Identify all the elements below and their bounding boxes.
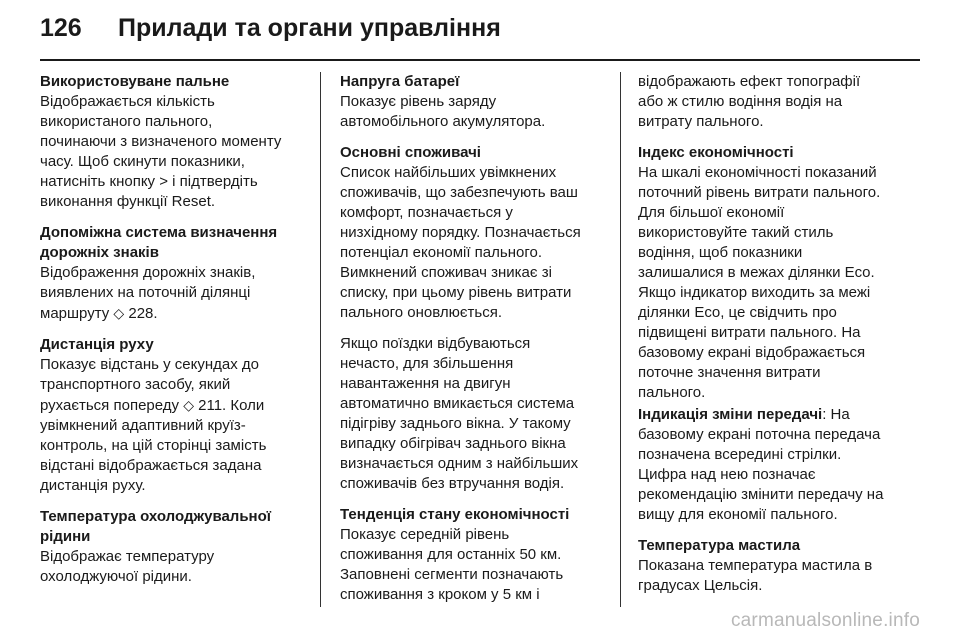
- text-line: Відображається кількість: [40, 93, 215, 110]
- text-line: вищу для економії пального.: [638, 506, 838, 523]
- column-divider-1: [320, 72, 321, 607]
- text-line: часу. Щоб скинути показники,: [40, 153, 245, 170]
- watermark: carmanualsonline.info: [730, 610, 920, 631]
- text-line: низхідному порядку. Позначається: [340, 224, 581, 241]
- text-line: охолоджуючої рідини.: [40, 568, 192, 585]
- text-run: і підтвердіть: [168, 173, 258, 190]
- text-line: базовому екрані поточна передача: [638, 426, 881, 443]
- section-coolant-temp: [40, 507, 306, 587]
- text-line: Показує відстань у секундах до: [40, 356, 259, 373]
- page-reference[interactable]: 228.: [124, 305, 158, 322]
- text-line: або ж стилю водіння водія на: [638, 93, 843, 110]
- text-line: списку, при цьому рівень витрати: [340, 284, 572, 301]
- text-line: витрату пального.: [638, 113, 764, 130]
- text-line: [40, 172, 306, 192]
- section-title: Допоміжна система визначення: [40, 224, 278, 241]
- section-main-consumers: [340, 143, 606, 323]
- text-line: комфорт, позначається у: [340, 204, 513, 221]
- text-line: Якщо поїздки відбуваються: [340, 335, 531, 352]
- header-rule: [40, 59, 920, 61]
- text-line: споживання з кроком у 5 км і: [340, 586, 540, 603]
- section-title: рідини: [40, 528, 91, 545]
- chevron-right-icon: >: [159, 173, 168, 190]
- text-line: [638, 405, 920, 425]
- column-2: [340, 72, 606, 616]
- text-line: потенціал економії пального.: [340, 244, 542, 261]
- text-line: увімкнений адаптивний круїз-: [40, 417, 246, 434]
- text-line: Список найбільших увімкнених: [340, 164, 557, 181]
- text-line: водіння, щоб показники: [638, 244, 803, 261]
- page-header: [40, 14, 920, 48]
- text-line: використовуйте такий стиль: [638, 224, 834, 241]
- text-line: поточне значення витрати: [638, 364, 821, 381]
- section-battery-voltage: [340, 72, 606, 132]
- text-line: ділянки Eco, це свідчить про: [638, 304, 837, 321]
- text-line: підігріву заднього вікна. У такому: [340, 415, 571, 432]
- text-line: визначається одним з найбільших: [340, 455, 579, 472]
- text-line: автомобільного акумулятора.: [340, 113, 546, 130]
- text-run: натисніть кнопку: [40, 173, 160, 190]
- text-line: споживачів без втручання водія.: [340, 475, 565, 492]
- text-line: використаного пального,: [40, 113, 213, 130]
- text-line: рекомендацію змінити передачу на: [638, 486, 884, 503]
- section-fuel-used: [40, 72, 306, 212]
- column-divider-2: [620, 72, 621, 607]
- text-line: відстані відображається задана: [40, 457, 262, 474]
- text-line: позначена всередині стрілки.: [638, 446, 842, 463]
- text-line: контроль, на цій сторінці замість: [40, 437, 267, 454]
- text-line: випадку обігрівач заднього вікна: [340, 435, 566, 452]
- section-title: Температура охолоджувальної: [40, 508, 271, 525]
- page-number: 126: [40, 14, 82, 42]
- section-title: Основні споживачі: [340, 144, 481, 161]
- text-line: Відображає температуру: [40, 548, 215, 565]
- text-line: градусах Цельсія.: [638, 577, 763, 594]
- page-reference-icon: ◇: [113, 305, 125, 321]
- text-line: пального.: [638, 384, 706, 401]
- section-economy-trend: [340, 505, 606, 605]
- text-run: рухається попереду: [40, 397, 184, 414]
- text-line: пального оновлюється.: [340, 304, 503, 321]
- text-line: базовому екрані відображається: [638, 344, 866, 361]
- section-trend-continued: [638, 72, 920, 132]
- section-title: дорожніх знаків: [40, 244, 159, 261]
- section-title: Температура мастила: [638, 537, 801, 554]
- column-1: [40, 72, 306, 598]
- text-line: автоматично вмикається система: [340, 395, 575, 412]
- text-line: Показує середній рівень: [340, 526, 510, 543]
- section-shift-indicator: [638, 405, 920, 525]
- text-line: Вимкнений споживач зникає зі: [340, 264, 552, 281]
- section-title: Індикація зміни передачі: [638, 406, 823, 423]
- text-line: залишалися в межах ділянки Eco.: [638, 264, 875, 281]
- text-run: : На: [822, 406, 850, 423]
- text-line: поточний рівень витрати пального.: [638, 184, 881, 201]
- text-line: починаючи з визначеного моменту: [40, 133, 282, 150]
- text-line: споживачів, що забезпечують ваш: [340, 184, 578, 201]
- text-line: На шкалі економічності показаний: [638, 164, 877, 181]
- text-line: [40, 395, 306, 416]
- text-line: споживання для останніх 50 км.: [340, 546, 562, 563]
- text-line: виконання функції Reset.: [40, 193, 216, 210]
- text-line: Відображення дорожніх знаків,: [40, 264, 256, 281]
- page-title: Прилади та органи управління: [118, 14, 501, 42]
- text-line: виявлених на поточній ділянці: [40, 284, 251, 301]
- section-following-distance: [40, 335, 306, 496]
- text-line: Для більшої економії: [638, 204, 785, 221]
- text-line: Якщо індикатор виходить за межі: [638, 284, 871, 301]
- text-line: [40, 303, 306, 324]
- text-line: підвищені витрати пального. На: [638, 324, 861, 341]
- text-line: Показана температура мастила в: [638, 557, 873, 574]
- page-reference-icon: ◇: [183, 397, 194, 413]
- text-line: відображають ефект топографії: [638, 73, 861, 90]
- section-title: Дистанція руху: [40, 336, 154, 353]
- text-line: Показує рівень заряду: [340, 93, 497, 110]
- text-line: навантаження на двигун: [340, 375, 511, 392]
- text-line: Заповнені сегменти позначають: [340, 566, 564, 583]
- page-reference[interactable]: 211. Коли: [193, 397, 265, 414]
- column-3: [638, 72, 920, 607]
- text-line: нечасто, для збільшення: [340, 355, 514, 372]
- section-economy-index: [638, 143, 920, 403]
- section-title: Тенденція стану економічності: [340, 506, 570, 523]
- section-title: Індекс економічності: [638, 144, 794, 161]
- section-title: Напруга батареї: [340, 73, 460, 90]
- section-traffic-sign: [40, 223, 306, 324]
- text-run: маршруту: [40, 305, 114, 322]
- text-line: дистанція руху.: [40, 477, 146, 494]
- text-line: Цифра над нею позначає: [638, 466, 816, 483]
- section-heater-note: [340, 334, 606, 494]
- text-line: транспортного засобу, який: [40, 376, 231, 393]
- section-oil-temp: [638, 536, 920, 596]
- section-title: Використовуване пальне: [40, 73, 230, 90]
